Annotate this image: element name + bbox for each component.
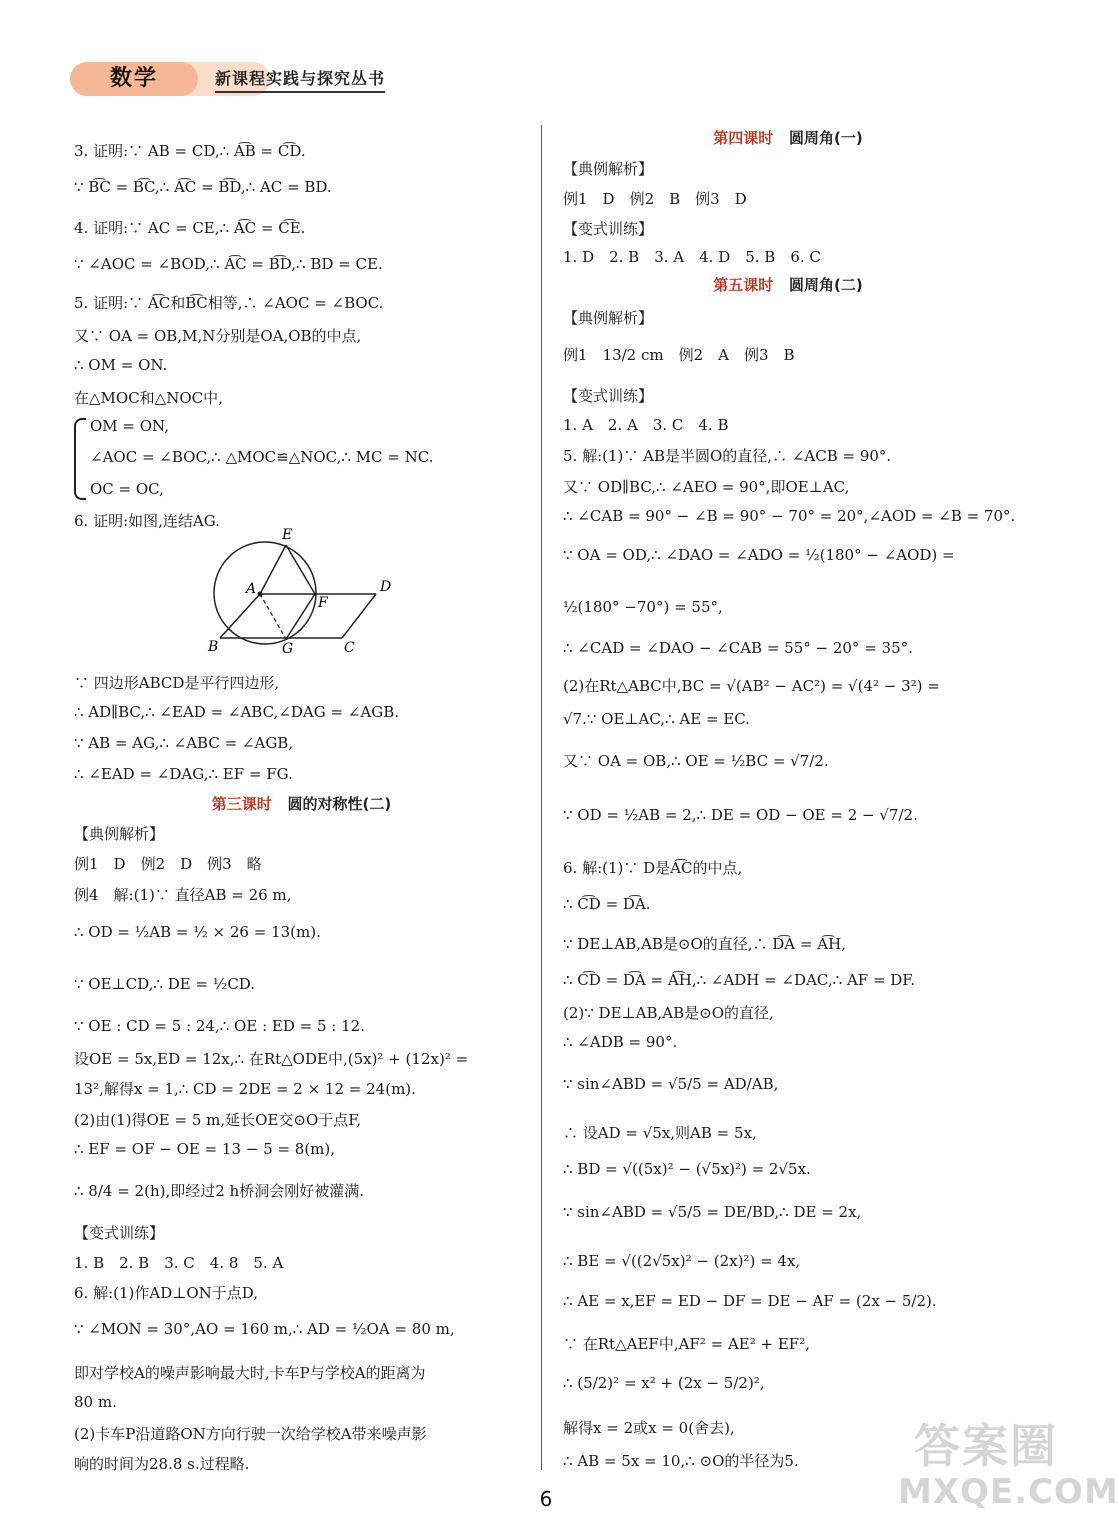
- text-line: ½(180° −70°) = 55°,: [563, 598, 723, 616]
- text-line: ∴ ∠EAD = ∠DAG,∴ EF = FG.: [74, 765, 293, 783]
- text-line: 【变式训练】: [74, 1224, 165, 1242]
- text-line: 13²,解得x = 1,∴ CD = 2DE = 2 × 12 = 24(m).: [74, 1080, 416, 1098]
- text-line: ∵ DE⊥AB,AB是⊙O的直径,∴ D͡A = A͡H,: [563, 935, 846, 953]
- text-line: 设OE = 5x,ED = 12x,∴ 在Rt△ODE中,(5x)² + (12x)² =: [74, 1050, 469, 1068]
- text-line: ∴ ∠CAB = 90° − ∠B = 90° − 70° = 20°,∠AOD = ∠B = 70°.: [563, 507, 1016, 525]
- text-line: 【变式训练】: [563, 387, 654, 405]
- text-line: ∴ C͡D = D͡A.: [563, 895, 651, 913]
- text-line: ∵ OE⊥CD,∴ DE = ½CD.: [74, 975, 256, 993]
- text-line: 5. 解:(1)∵ AB是半圆O的直径,∴ ∠ACB = 90°.: [563, 447, 892, 465]
- text-line: OC = OC,: [90, 480, 164, 498]
- point-label: F: [318, 595, 328, 611]
- text-line: 又∵ OA = OB,M,N分别是OA,OB的中点,: [74, 327, 362, 345]
- text-line: (2)在Rt△ABC中,BC = √(AB² − AC²) = √(4² − 3²) =: [563, 677, 940, 695]
- section-title: 圆周角(二): [788, 276, 863, 294]
- point-label: B: [208, 639, 219, 655]
- text-line: √7.∵ OE⊥AC,∴ AE = EC.: [563, 710, 750, 728]
- section-label: 第五课时: [713, 276, 774, 294]
- page-number: 6: [539, 1487, 553, 1511]
- text-line: 【典例解析】: [563, 309, 654, 327]
- text-line: ∵ B͡C = B͡C,∴ A͡C = B͡D,∴ AC = BD.: [74, 178, 332, 196]
- text-line: 3. 证明:∵ AB = CD,∴ A͡B = C͡D.: [74, 142, 306, 160]
- system-brace: [74, 418, 86, 500]
- text-line: ∴ BD = √((5x)² − (√5x)²) = 2√5x.: [563, 1160, 811, 1178]
- text-line: (2)∵ DE⊥AB,AB是⊙O的直径,: [563, 1004, 774, 1022]
- text-line: ∵ sin∠ABD = √5/5 = AD/AB,: [563, 1075, 779, 1093]
- geometry-figure: [204, 525, 474, 657]
- section-label: 第四课时: [713, 129, 774, 147]
- text-line: ∵ sin∠ABD = √5/5 = DE/BD,∴ DE = 2x,: [563, 1203, 862, 1221]
- section-heading: [74, 793, 529, 814]
- subject-badge: 数学: [70, 62, 198, 96]
- text-line: ∵ OD = ½AB = 2,∴ DE = OD − OE = 2 − √7/2.: [563, 806, 918, 824]
- text-line: 例1 13/2 cm 例2 A 例3 B: [563, 346, 795, 364]
- text-line: 1. D 2. B 3. A 4. D 5. B 6. C: [563, 248, 821, 266]
- text-line: ∴ OD = ½AB = ½ × 26 = 13(m).: [74, 923, 321, 941]
- column-divider: [541, 125, 542, 1470]
- text-line: (2)由(1)得OE = 5 m,延长OE交⊙O于点F,: [74, 1111, 362, 1129]
- point-label: G: [282, 641, 294, 657]
- text-line: 在△MOC和△NOC中,: [74, 389, 223, 407]
- text-line: ∴ BE = √((2√5x)² − (2x)²) = 4x,: [563, 1252, 801, 1270]
- text-line: 1. A 2. A 3. C 4. B: [563, 416, 729, 434]
- text-line: 1. B 2. B 3. C 4. 8 5. A: [74, 1254, 284, 1272]
- watermark-url: MXQE.COM: [898, 1472, 1119, 1512]
- text-line: ∴ ∠ADB = 90°.: [563, 1033, 678, 1051]
- watermark-logo: [894, 1410, 1119, 1520]
- text-line: 即对学校A的噪声影响最大时,卡车P与学校A的距离为: [74, 1364, 426, 1382]
- text-line: ∴ 8/4 = 2(h),即经过2 h桥洞会刚好被灌满.: [74, 1182, 364, 1200]
- text-line: 例4 解:(1)∵ 直径AB = 26 m,: [74, 886, 292, 904]
- section-heading: [563, 274, 1013, 295]
- section-title: 圆的对称性(二): [287, 795, 392, 813]
- text-line: ∵ 四边形ABCD是平行四边形,: [74, 674, 280, 692]
- text-line: ∴ EF = OF − OE = 13 − 5 = 8(m),: [74, 1140, 336, 1158]
- text-line: 响的时间为28.8 s.过程略.: [74, 1455, 250, 1473]
- text-line: 例1 D 例2 B 例3 D: [563, 190, 747, 208]
- section-heading: [563, 127, 1013, 148]
- watermark-text: 答案圈: [914, 1419, 1058, 1473]
- text-line: 6. 证明:如图,连结AG.: [74, 512, 220, 530]
- text-line: 解得x = 2或x = 0(舍去),: [563, 1419, 735, 1437]
- text-line: ∴ ∠CAD = ∠DAO − ∠CAB = 55° − 20° = 35°.: [563, 639, 913, 657]
- text-line: ∴ AB = 5x = 10,∴ ⊙O的半径为5.: [563, 1452, 799, 1470]
- text-line: ∴ 设AD = √5x,则AB = 5x,: [563, 1124, 757, 1142]
- text-line: ∵ OE : CD = 5 : 24,∴ OE : ED = 5 : 12.: [74, 1017, 365, 1035]
- text-line: ∵ ∠MON = 30°,AO = 160 m,∴ AD = ½OA = 80 m,: [74, 1320, 455, 1338]
- page-header: [70, 58, 390, 98]
- point-label: A: [246, 581, 257, 597]
- text-line: ∴ AE = x,EF = ED − DF = DE − AF = (2x − 5/2).: [563, 1292, 937, 1310]
- text-line: ∴ AD∥BC,∴ ∠EAD = ∠ABC,∠DAG = ∠AGB.: [74, 703, 400, 721]
- text-line: 【典例解析】: [563, 160, 654, 178]
- text-line: ∠AOC = ∠BOC,∴ △MOC≌△NOC,∴ MC = NC.: [90, 448, 434, 466]
- text-line: ∴ OM = ON.: [74, 356, 168, 374]
- section-title: 圆周角(一): [788, 129, 863, 147]
- text-line: 【变式训练】: [563, 220, 654, 238]
- text-line: 6. 解:(1)∵ D是A͡C的中点,: [563, 859, 743, 877]
- text-line: ∵ AB = AG,∴ ∠ABC = ∠AGB,: [74, 734, 294, 752]
- text-line: 80 m.: [74, 1393, 117, 1411]
- text-line: ∴ (5/2)² = x² + (2x − 5/2)²,: [563, 1374, 765, 1392]
- point-label: D: [380, 579, 392, 595]
- series-title: 新课程实践与探究丛书: [215, 66, 385, 93]
- text-line: 【典例解析】: [74, 825, 165, 843]
- text-line: 又∵ OD∥BC,∴ ∠AEO = 90°,即OE⊥AC,: [563, 478, 850, 496]
- section-label: 第三课时: [211, 795, 272, 813]
- text-line: ∵ 在Rt△AEF中,AF² = AE² + EF²,: [563, 1335, 810, 1353]
- text-line: (2)卡车P沿道路ON方向行驶一次给学校A带来噪声影: [74, 1425, 427, 1443]
- text-line: 4. 证明:∵ AC = CE,∴ A͡C = C͡E.: [74, 219, 306, 237]
- text-line: 例1 D 例2 D 例3 略: [74, 855, 262, 873]
- text-line: 又∵ OA = OB,∴ OE = ½BC = √7/2.: [563, 752, 829, 770]
- text-line: ∴ C͡D = D͡A = A͡H,∴ ∠ADH = ∠DAC,∴ AF = DF.: [563, 971, 916, 989]
- point-label: C: [344, 640, 355, 656]
- text-line: 6. 解:(1)作AD⊥ON于点D,: [74, 1284, 259, 1302]
- text-line: ∵ OA = OD,∴ ∠DAO = ∠ADO = ½(180° − ∠AOD) =: [563, 546, 955, 564]
- text-line: OM = ON,: [90, 417, 169, 435]
- text-line: ∵ ∠AOC = ∠BOD,∴ A͡C = B͡D,∴ BD = CE.: [74, 255, 383, 273]
- text-line: 5. 证明:∵ A͡C和B͡C相等,∴ ∠AOC = ∠BOC.: [74, 294, 384, 312]
- point-label: E: [282, 527, 293, 543]
